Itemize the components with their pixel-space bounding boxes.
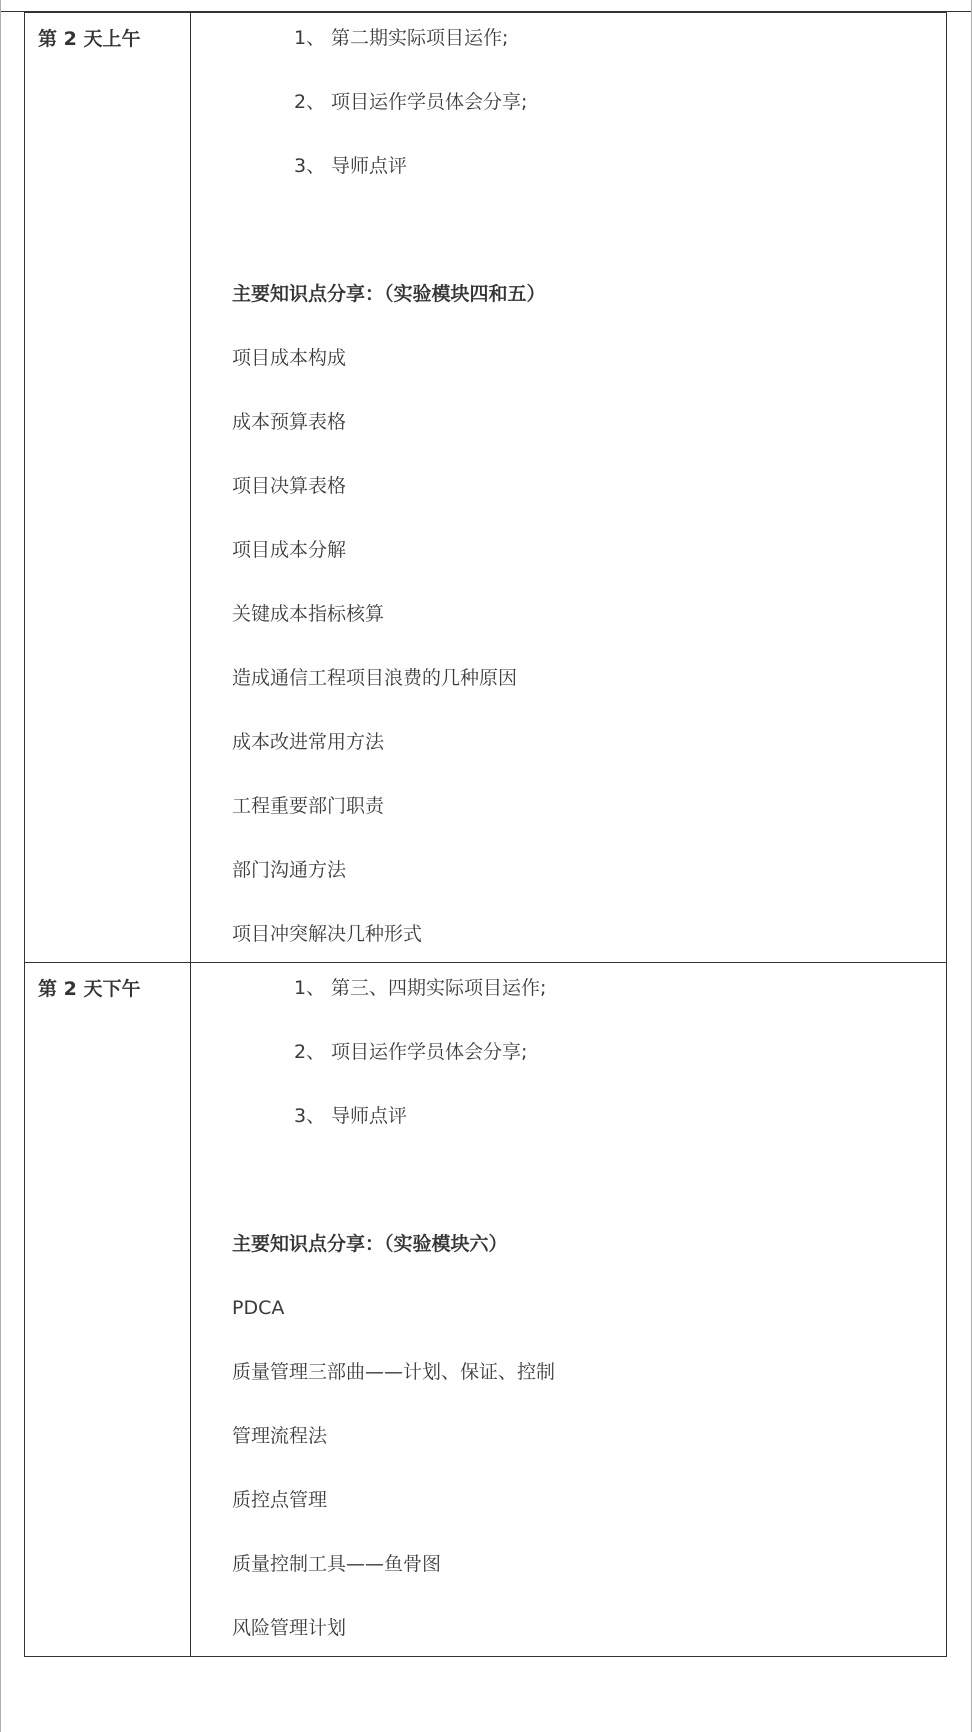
- knowledge-item: 项目冲突解决几种形式: [232, 923, 423, 945]
- schedule-row-day2-morning: [25, 13, 947, 963]
- step-number: 2、: [294, 1041, 326, 1063]
- step-number: 3、: [294, 1105, 326, 1127]
- step-item: [232, 976, 946, 1000]
- step-text: 导师点评: [331, 155, 408, 177]
- step-text: 导师点评: [331, 1105, 408, 1127]
- schedule-table: [24, 12, 947, 1657]
- knowledge-heading: 主要知识点分享：（实验模块六）: [232, 1233, 508, 1255]
- knowledge-item: 风险管理计划: [232, 1617, 347, 1639]
- knowledge-heading: 主要知识点分享：（实验模块四和五）: [232, 283, 546, 305]
- knowledge-item: 项目成本构成: [232, 347, 347, 369]
- knowledge-item: 管理流程法: [232, 1425, 328, 1447]
- step-text: 项目运作学员体会分享;: [331, 91, 528, 113]
- knowledge-item: 项目决算表格: [232, 475, 347, 497]
- knowledge-item: 关键成本指标核算: [232, 603, 385, 625]
- time-cell: [25, 13, 191, 963]
- knowledge-item: 项目成本分解: [232, 539, 347, 561]
- step-item: [232, 1104, 946, 1128]
- time-label: 第 2 天下午: [38, 978, 141, 1000]
- step-text: 项目运作学员体会分享;: [331, 1041, 528, 1063]
- step-item: [232, 26, 946, 50]
- step-number: 3、: [294, 155, 326, 177]
- knowledge-item: 工程重要部门职责: [232, 795, 385, 817]
- step-number: 2、: [294, 91, 326, 113]
- knowledge-item: 部门沟通方法: [232, 859, 347, 881]
- knowledge-item: 造成通信工程项目浪费的几种原因: [232, 667, 518, 689]
- blank-line: [232, 1168, 946, 1192]
- step-item: [232, 154, 946, 178]
- content-cell: [191, 963, 947, 1657]
- time-label: 第 2 天上午: [38, 28, 141, 50]
- knowledge-item: PDCA: [232, 1297, 285, 1319]
- knowledge-item: 成本改进常用方法: [232, 731, 385, 753]
- schedule-row-day2-afternoon: [25, 963, 947, 1657]
- knowledge-item: 质控点管理: [232, 1489, 328, 1511]
- knowledge-item: 质量控制工具——鱼骨图: [232, 1553, 442, 1575]
- content-cell: [191, 13, 947, 963]
- step-item: [232, 90, 946, 114]
- step-number: 1、: [294, 27, 326, 49]
- page-left-rule: [0, 0, 1, 1732]
- knowledge-item: 成本预算表格: [232, 411, 347, 433]
- step-text: 第二期实际项目运作;: [331, 27, 509, 49]
- blank-line: [232, 218, 946, 242]
- step-item: [232, 1040, 946, 1064]
- time-cell: [25, 963, 191, 1657]
- knowledge-item: 质量管理三部曲——计划、保证、控制: [232, 1361, 556, 1383]
- step-number: 1、: [294, 977, 326, 999]
- step-text: 第三、四期实际项目运作;: [331, 977, 547, 999]
